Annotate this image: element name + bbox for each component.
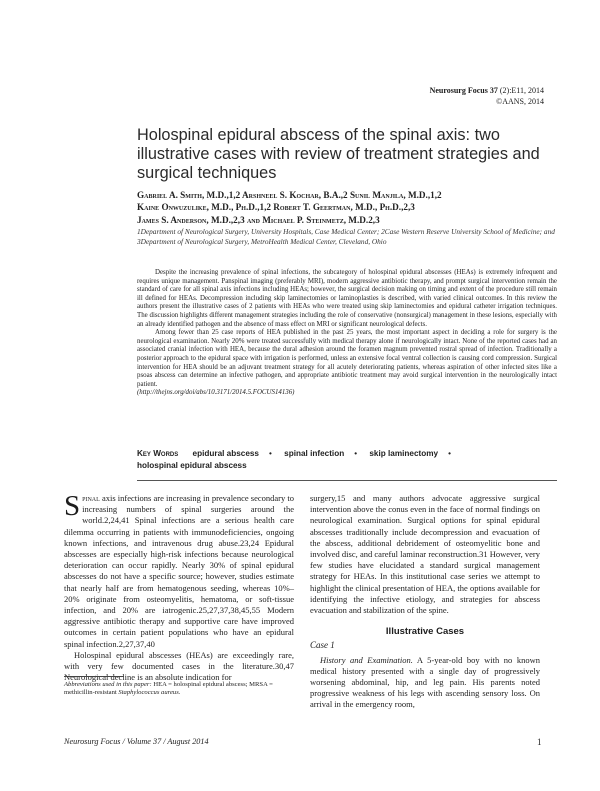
- body-text: A 5-year-old boy with no known medical history presented with a single day of progressively worsening abdominal, hip, and leg pain. His parents noted progressive weakness of his legs with ascending sensory loss. On arrival in the emergency room,: [310, 654, 540, 710]
- author-list: [137, 189, 567, 226]
- keyword: skip laminectomy: [369, 449, 439, 458]
- affiliations: 1Department of Neurological Surgery, University Hospitals, Case Medical Center; 2Case Western Reserve University School of Medicine; and 3Department of Neurological Surgery, MetroHealth Medical Center, Cleveland, Ohio: [137, 227, 555, 246]
- divider: [137, 480, 557, 481]
- doi-link[interactable]: (http://thejns.org/doi/abs/10.3171/2014.5.FOCUS14136): [137, 389, 295, 397]
- section-heading: Illustrative Cases: [385, 626, 465, 638]
- body-paragraph: [310, 655, 540, 711]
- body-column-left: [64, 490, 294, 683]
- abstract: [137, 269, 557, 398]
- bullet-separator: •: [354, 449, 358, 458]
- keyword: holospinal epidural abscess: [137, 460, 247, 470]
- journal-issue: (2):E11, 2014: [499, 86, 544, 95]
- footnote-label: Abbreviations used in this paper:: [64, 681, 152, 688]
- footnote-end: .: [178, 689, 181, 697]
- run-in-heading: History and Examination.: [320, 654, 413, 665]
- body-paragraph: surgery,15 and many authors advocate aggressive surgical intervention above the conus even in the face of normal findings on neurological examination. Surgical options for spinal epidural abscesses traditionally include decompression and evacuation of the abscess, additional debridement of osteomyelitic bone and involved disc, and careful laminar reconstruction.31 However, very few studies have elucidated a standard surgical management strategy for HEAs. In this institutional case series we attempt to highlight the clinical presentation of HEA, the options available for identifying the infective etiology, and strategies for abscess evacuation and stabilization of the spine.: [310, 493, 540, 616]
- keyword: epidural abscess: [192, 449, 259, 458]
- journal-name: Neurosurg Focus 37: [429, 86, 498, 95]
- bullet-separator: •: [269, 449, 272, 458]
- footnote-divider: [64, 676, 124, 677]
- copyright: ©AANS, 2014: [496, 97, 544, 106]
- page-footer: Neurosurg Focus / Volume 37 / August 2014: [64, 737, 209, 746]
- footnote-text: HEA = holospinal epidural abscess; MRSA = methicillin-resistant: [64, 681, 273, 697]
- page-number: 1: [537, 737, 542, 747]
- author-line: Gabriel A. Smith, M.D.,1,2 Arshneel S. Kochar, B.A.,2 Sunil Manjila, M.D.,1,2: [137, 190, 442, 200]
- keyword: spinal infection: [284, 449, 345, 458]
- abstract-paragraph: Among fewer than 25 case reports of HEA published in the past 25 years, the most important aspect in deciding a role for surgery is the neurological examination. Nearly 20% were treated successfully with medical therapy alone if neurologically intact. None of the reported cases had an associated cranial infection with HEA, because the dural adhesion around the foramen magnum prevented rostral spread of infection. Traditionally a posterior approach to the epidural space with irrigation is performed, unless an extensive focal ventral collection is causing cord compression. Surgical intervention for HEA should be an adjuvant treatment strategy for all acutely deteriorating patients, whereas aspiration of other infected sites like a psoas abscess can determine an infective pathogen, and appropriate antibiotic treatment may avoid surgical intervention in the neurologically intact patient.: [137, 329, 557, 388]
- case-heading: Case 1: [310, 640, 335, 651]
- drop-cap: S: [64, 490, 81, 522]
- body-column-right: [310, 493, 540, 711]
- journal-info: [430, 85, 544, 107]
- lead-word: pinal: [82, 493, 100, 503]
- keywords-label: Key Words: [137, 449, 179, 458]
- abstract-paragraph: Despite the increasing prevalence of spinal infections, the subcategory of holospinal epidural abscesses (HEAs) is extremely infrequent and requires unique management. Panspinal imaging (preferably MRI), modern aggressive antibiotic therapy, and prompt surgical intervention remain the standard of care for all spinal axis infections including HEAs; however, the surgical decision making on timing and extent of the procedure still remain ill defined for HEAs. Decompression including skip laminectomies or laminoplasties is described, with varied clinical outcomes. In this review the authors present the illustrative cases of 2 patients with HEAs who were treated using skip laminectomies and epidural catheter irrigation techniques. The discussion highlights different management strategies including the role of conservative (nonsurgical) management in these lesions, especially with an already identified pathogen and the absence of mass effect on MRI or significant neurological defects.: [137, 269, 557, 328]
- author-line: Kaine Onwuzulike, M.D., Ph.D.,1,2 Robert T. Geertman, M.D., Ph.D.,2,3: [137, 202, 415, 213]
- footnote: [64, 681, 294, 698]
- keywords: [137, 448, 557, 471]
- footnote-species: Staphylococcus aureus: [118, 689, 179, 697]
- body-text: axis infections are increasing in prevalence secondary to increasing numbers of spinal surgeries around the world.2,24,41 Spinal infections are a serious health care dilemma occurring in patients with immunodeficiencies, ongoing known infections, and intravenous drug abuse.23,24 Epidural abscesses are especially high-risk infections because neurological deterioration can occur rapidly. Nearly 30% of spinal epidural abscesses do not have a specific source; however, studies estimate that nearly half are from hematogenous seeding, whereas 10%–20% originate from osteomyelitis, hematoma, or soft-tissue infection, and 20% are iatrogenic.25,27,37,38,45,55 Modern aggressive antibiotic therapy and supportive care have improved outcomes in certain patient populations who have an epidural spinal infection.2,27,37,40: [64, 493, 294, 649]
- body-paragraph: Holospinal epidural abscesses (HEAs) are exceedingly rare, with very few documented cases in the literature.30,47 Neurological decline is an absolute indication for: [64, 649, 294, 683]
- author-line: James S. Anderson, M.D.,2,3 and Michael P. Steinmetz, M.D.2,3: [137, 214, 380, 225]
- article-title: Holospinal epidural abscess of the spinal axis: two illustrative cases with review of treatment strategies and surgical techniques: [137, 126, 540, 182]
- bullet-separator: •: [448, 449, 451, 458]
- body-paragraph: [64, 490, 294, 650]
